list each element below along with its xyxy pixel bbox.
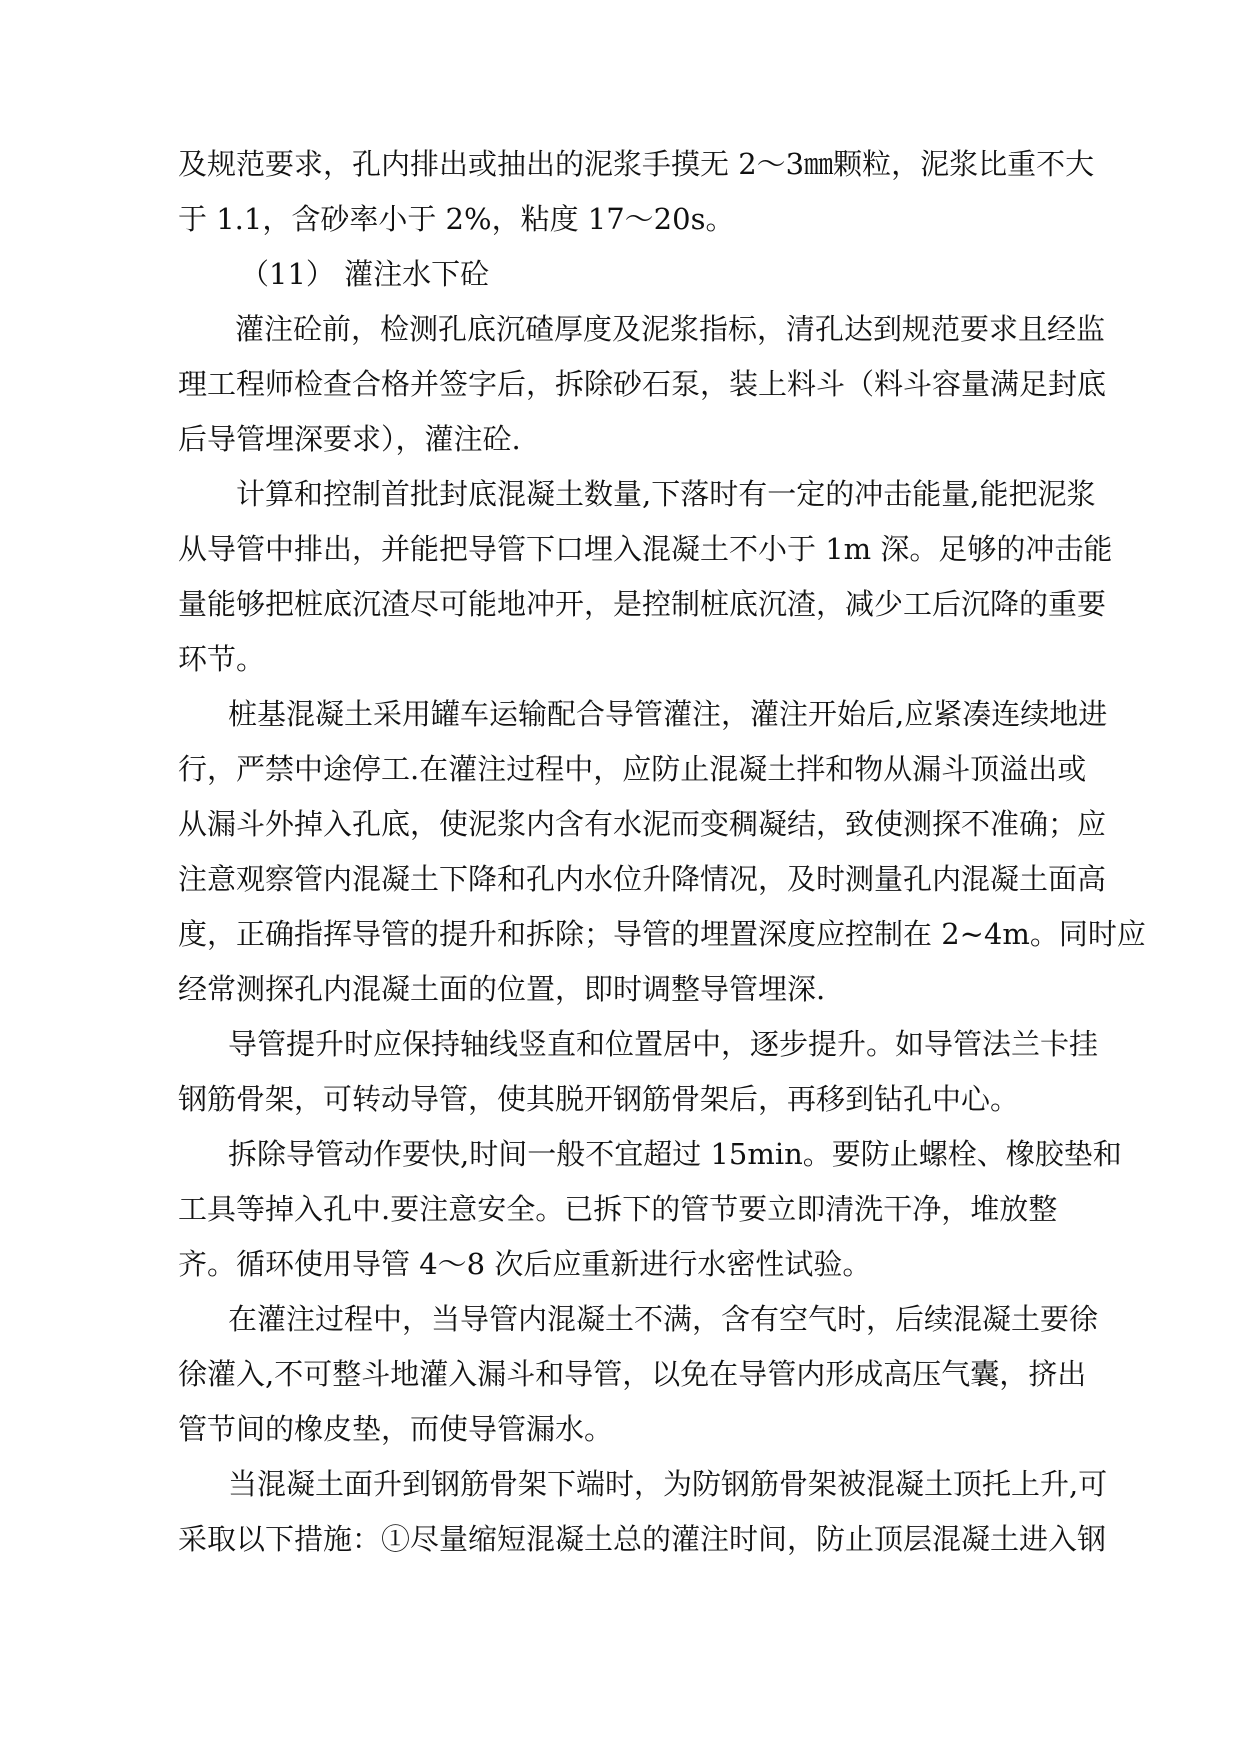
text-line: 导管提升时应保持轴线竖直和位置居中，逐步提升。如导管法兰卡挂: [228, 1027, 1099, 1061]
paragraph-p1: [178, 137, 1118, 247]
paragraph-p5: [178, 687, 1146, 1017]
paragraph-p8: [178, 1292, 1118, 1457]
text-line: 当混凝土面升到钢筋骨架下端时，为防钢筋骨架被混凝土顶托上升,可: [228, 1467, 1108, 1501]
text-line: 后导管埋深要求），灌注砼.: [178, 422, 521, 456]
text-line: 桩基混凝土采用罐车运输配合导管灌注，灌注开始后,应紧凑连续地进: [228, 697, 1108, 731]
text-line: 行，严禁中途停工.在灌注过程中，应防止混凝土拌和物从漏斗顶溢出或: [178, 752, 1087, 786]
paragraph-p7: [178, 1127, 1122, 1292]
text-line: 度，正确指挥导管的提升和拆除；导管的埋置深度应控制在 2~4m。同时应: [178, 917, 1146, 951]
text-line: 理工程师检查合格并签字后，拆除砂石泵，装上料斗（料斗容量满足封底: [178, 367, 1107, 401]
text-line: 于 1.1，含砂率小于 2%，粘度 17～20s。: [178, 202, 735, 236]
text-line: 拆除导管动作要快,时间一般不宜超过 15min。要防止螺栓、橡胶垫和: [228, 1137, 1122, 1171]
text-line: （11） 灌注水下砼: [240, 257, 490, 291]
text-line: 工具等掉入孔中.要注意安全。已拆下的管节要立即清洗干净，堆放整: [178, 1192, 1058, 1226]
document-body: [178, 137, 1146, 1567]
text-line: 徐灌入,不可整斗地灌入漏斗和导管，以免在导管内形成高压气囊，挤出: [178, 1357, 1087, 1391]
paragraph-p4: [178, 467, 1118, 687]
text-line: 经常测探孔内混凝土面的位置，即时调整导管埋深.: [178, 972, 826, 1006]
text-line: 采取以下措施：①尽量缩短混凝土总的灌注时间，防止顶层混凝土进入钢: [178, 1522, 1107, 1556]
text-line: 计算和控制首批封底混凝土数量,下落时有一定的冲击能量,能把泥浆: [236, 477, 1096, 511]
text-line: 及规范要求，孔内排出或抽出的泥浆手摸无 2～3㎜颗粒，泥浆比重不大: [178, 147, 1095, 181]
text-line: 钢筋骨架，可转动导管，使其脱开钢筋骨架后，再移到钻孔中心。: [178, 1082, 1020, 1116]
text-line: 环节。: [178, 642, 266, 676]
text-line: 灌注砼前，检测孔底沉碴厚度及泥浆指标，清孔达到规范要求且经监: [235, 312, 1106, 346]
paragraph-p2: [178, 247, 1118, 302]
text-line: 齐。循环使用导管 4～8 次后应重新进行水密性试验。: [178, 1247, 872, 1281]
text-line: 注意观察管内混凝土下降和孔内水位升降情况，及时测量孔内混凝土面高: [178, 862, 1107, 896]
text-line: 从导管中排出，并能把导管下口埋入混凝土不小于 1m 深。足够的冲击能: [178, 532, 1113, 566]
text-line: 管节间的橡皮垫，而使导管漏水。: [178, 1412, 614, 1446]
paragraph-p9: [178, 1457, 1118, 1567]
paragraph-p6: [178, 1017, 1118, 1127]
text-line: 在灌注过程中，当导管内混凝土不满，含有空气时，后续混凝土要徐: [228, 1302, 1099, 1336]
paragraph-p3: [178, 302, 1118, 467]
text-line: 量能够把桩底沉渣尽可能地冲开，是控制桩底沉渣，减少工后沉降的重要: [178, 587, 1107, 621]
text-line: 从漏斗外掉入孔底，使泥浆内含有水泥而变稠凝结，致使测探不准确；应: [178, 807, 1107, 841]
